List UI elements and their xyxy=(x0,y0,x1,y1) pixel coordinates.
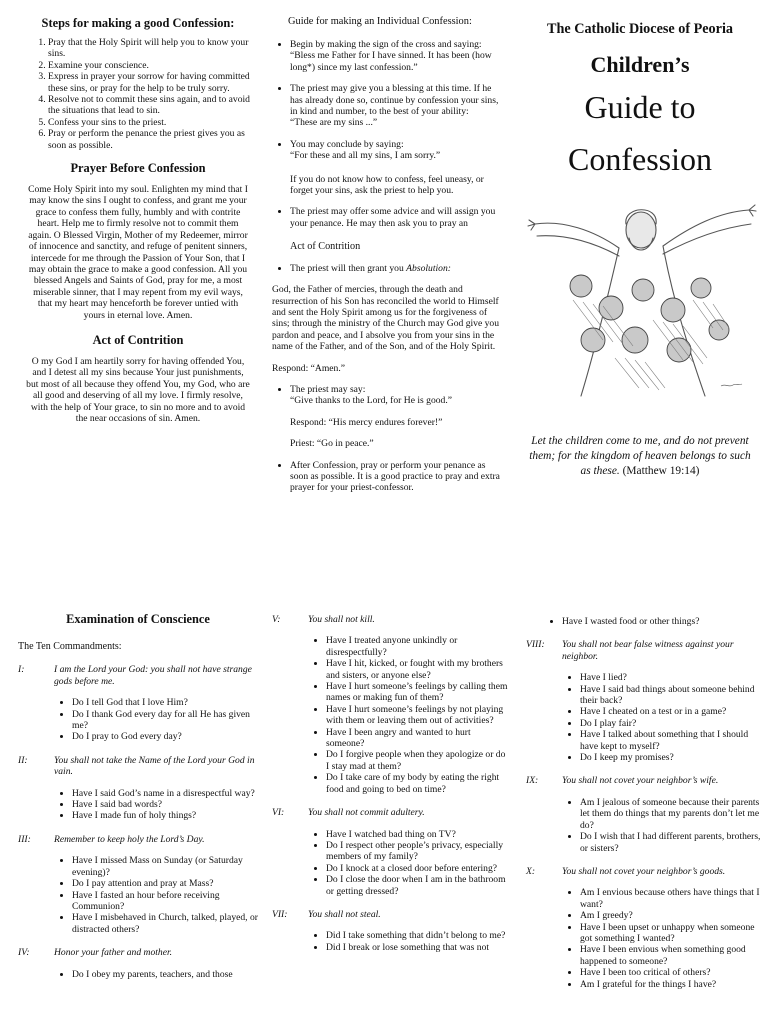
commandment-text: I am the Lord your God: you shall not have strange gods before me. xyxy=(54,664,252,687)
examination-column-3 xyxy=(526,612,764,990)
commandment-numeral: VIII: xyxy=(526,639,545,651)
question-item: • Do I obey my parents, teachers, and those xyxy=(72,969,258,980)
question-list xyxy=(526,797,764,854)
quote-reference: (Matthew 19:14) xyxy=(622,465,700,477)
steps-column xyxy=(24,16,252,436)
question-list xyxy=(18,788,258,822)
commandment-text: You shall not bear false witness against your neighbor. xyxy=(562,639,734,662)
question-list xyxy=(18,697,258,743)
question-item: • Have I fasted an hour before receiving Communion? xyxy=(72,890,258,913)
commandment-header xyxy=(18,664,258,687)
commandment-text: You shall not commit adultery. xyxy=(308,807,425,819)
diocese-name: The Catholic Diocese of Peoria xyxy=(547,21,733,37)
carry-over-question-list xyxy=(526,616,764,627)
question-item: • Do I keep my promises? xyxy=(580,752,764,763)
commandment-block xyxy=(18,947,258,980)
question-list xyxy=(526,887,764,990)
commandment-block xyxy=(272,909,508,953)
question-item: • Did I break or lose something that was not xyxy=(326,942,508,953)
cover-title-line-2: Guide to xyxy=(584,89,696,125)
question-item: • Have I been too critical of others? xyxy=(580,967,764,978)
quote-text: Let the children come to me, and do not prevent them; for the kingdom of heaven belongs to such as these. xyxy=(529,435,751,477)
commandment-header xyxy=(272,909,508,920)
step-item: 3. Express in prayer your sorrow for having committed these sins, or pray for the help to be truly sorry. xyxy=(48,71,252,94)
guide-help-note: If you do not know how to confess, feel uneasy, or forget your sins, ask the priest to help you. xyxy=(290,173,484,197)
respond-amen: Respond: “Amen.” xyxy=(272,362,346,374)
question-item: • Do I thank God every day for all He has given me? xyxy=(72,709,258,732)
question-item: • Did I take something that didn’t belong to me? xyxy=(326,930,508,941)
commandment-header xyxy=(272,614,508,625)
question-item: • Have I lied? xyxy=(580,672,764,683)
cover-title-line-3: Confession xyxy=(568,141,712,177)
cover-title-line-1: Children’s xyxy=(590,52,690,77)
question-item: • Have I talked about something that I should have kept to myself? xyxy=(580,729,764,752)
commandment-numeral: VII: xyxy=(272,908,288,920)
commandment-text: You shall not steal. xyxy=(308,908,381,920)
commandment-block xyxy=(18,755,258,822)
question-item: • Have I watched bad thing on TV? xyxy=(326,829,508,840)
commandment-block xyxy=(272,807,508,897)
absolution-lead: The priest will then grant you xyxy=(290,262,407,274)
question-item: • Have I hurt someone’s feelings by calling them names or making fun of them? xyxy=(326,681,508,704)
commandment-numeral: I: xyxy=(18,664,25,676)
question-item: • Do I pay attention and pray at Mass? xyxy=(72,878,258,889)
question-item: • Have I missed Mass on Sunday (or Saturday evening)? xyxy=(72,855,258,878)
question-item: • Have I wasted food or other things? xyxy=(562,616,764,627)
artist-signature-mark xyxy=(721,384,742,386)
question-item: • Do I forgive people when they apologize or do I stay mad at them? xyxy=(326,749,508,772)
cover-column xyxy=(520,18,760,479)
step-item: 1. Pray that the Holy Spirit will help you to know your sins. xyxy=(48,37,252,60)
guide-list-4 xyxy=(272,384,500,407)
commandment-header xyxy=(18,834,258,845)
question-list xyxy=(272,930,508,953)
question-item: • Do I knock at a closed door before entering? xyxy=(326,863,508,874)
guide-step-after-confession: • After Confession, pray or perform your penance as soon as possible. It is a good practice to pray and extra prayer for your priest-confessor. xyxy=(290,460,500,494)
guide-list-2 xyxy=(272,206,500,229)
question-item: • Have I been envious when something good happened to someone? xyxy=(580,944,764,967)
question-item: • Do I pray to God every day? xyxy=(72,731,258,742)
act-of-contrition-label: Act of Contrition xyxy=(290,241,361,253)
question-item: • Have I said bad words? xyxy=(72,799,258,810)
examination-column-2 xyxy=(272,612,508,953)
contrition-heading: Act of Contrition xyxy=(92,332,184,347)
commandment-numeral: X: xyxy=(526,865,536,877)
guide-step-absolution xyxy=(290,263,500,274)
commandment-header xyxy=(272,807,508,818)
commandment-block xyxy=(272,614,508,795)
absolution-prayer: God, the Father of mercies, through the death and resurrection of his Son has reconciled the world to Himself and sent the Holy Spirit among us for the forgiveness of sins; through the ministry of the Church may God give you pardon and peace, and I absolve you from your sins in the name of the Father, and of the Son, and of the Holy Spirit. xyxy=(272,284,500,353)
guide-list-5 xyxy=(272,460,500,494)
individual-confession-guide-column xyxy=(272,14,500,494)
commandment-text: Honor your father and mother. xyxy=(54,947,173,959)
guide-step-priest-says: • The priest may say: “Give thanks to the Lord, for He is good.” xyxy=(290,384,500,407)
guide-step-conclude: • You may conclude by saying: “For these and all my sins, I am sorry.” xyxy=(290,139,500,162)
step-item: 2. Examine your conscience. xyxy=(48,60,252,71)
contrition-text: O my God I am heartily sorry for having offended You, and I detest all my sins because Your just punishments, but most of all because they offend You, my God, who are all good and deserving of all my love. I firmly resolve, with the help of Your grace, to sin no more and to avoid the near occasions of sin. Amen. xyxy=(26,355,250,424)
commandment-text: You shall not kill. xyxy=(308,614,375,625)
question-item: • Am I jealous of someone because their parents let them do things that my parents don’t let me do? xyxy=(580,797,764,831)
steps-heading: Steps for making a good Confession: xyxy=(41,16,235,30)
commandment-block xyxy=(18,664,258,742)
step-item: 4. Resolve not to commit these sins again, and to avoid the situations that lead to sin. xyxy=(48,94,252,117)
commandment-header xyxy=(18,755,258,778)
commandment-text: Remember to keep holy the Lord’s Day. xyxy=(54,833,205,845)
commandment-text: You shall not covet your neighbor’s wife. xyxy=(562,775,719,787)
commandment-header xyxy=(18,947,258,958)
steps-list xyxy=(24,37,252,151)
question-list xyxy=(526,672,764,763)
commandment-block xyxy=(526,775,764,853)
question-item: • Do I tell God that I love Him? xyxy=(72,697,258,708)
jesus-with-children-illustration xyxy=(523,190,757,400)
step-item: 5. Confess your sins to the priest. xyxy=(48,117,252,128)
question-item: • Have I said bad things about someone behind their back? xyxy=(580,684,764,707)
commandment-block xyxy=(526,866,764,990)
question-item: • Have I hurt someone’s feelings by not playing with them or leaving them out of activities? xyxy=(326,704,508,727)
commandment-text: You shall not take the Name of the Lord your God in vain. xyxy=(54,754,255,778)
commandment-header xyxy=(526,775,764,786)
question-item: • Do I wish that I had different parents, brothers, or sisters? xyxy=(580,831,764,854)
ten-commandments-label: The Ten Commandments: xyxy=(18,641,122,652)
examination-column-1 xyxy=(18,612,258,980)
step-item: 6. Pray or perform the penance the priest gives you as soon as possible. xyxy=(48,128,252,151)
absolution-word: Absolution: xyxy=(406,262,451,274)
commandment-numeral: VI: xyxy=(272,807,285,819)
question-item: • Have I been upset or unhappy when someone got something I wanted? xyxy=(580,922,764,945)
prayer-heading: Prayer Before Confession xyxy=(70,161,206,176)
commandment-numeral: V: xyxy=(272,614,281,625)
commandment-header xyxy=(526,639,764,662)
question-item: • Have I cheated on a test or in a game? xyxy=(580,706,764,717)
commandment-block xyxy=(18,834,258,935)
question-item: • Do I take care of my body by eating the right food and going to bed on time? xyxy=(326,772,508,795)
examination-heading: Examination of Conscience xyxy=(66,612,210,626)
guide-list-3 xyxy=(272,263,500,274)
question-item: • Have I treated anyone unkindly or disrespectfully? xyxy=(326,635,508,658)
respond-mercy: Respond: “His mercy endures forever!” xyxy=(290,416,443,428)
question-item: • Have I misbehaved in Church, talked, played, or distracted others? xyxy=(72,912,258,935)
commandment-numeral: III: xyxy=(18,833,31,845)
guide-heading: Guide for making an Individual Confession: xyxy=(288,16,472,27)
guide-step-penance: • The priest may offer some advice and will assign you your penance. He may then ask you to pray an xyxy=(290,206,500,229)
question-list xyxy=(18,969,258,980)
question-item: • Have I been angry and wanted to hurt someone? xyxy=(326,727,508,750)
question-item: • Am I greedy? xyxy=(580,910,764,921)
prayer-text: Come Holy Spirit into my soul. Enlighten my mind that I may know the sins I ought to confess, and grant me your grace to confess them fully, humbly and with contrite heart. Help me to firmly resolve not to commit them again. O Blessed Virgin, Mother of my Redeemer, mirror of innocence and sanctity, and refuge of penitent sinners, intercede for me through the Passion of Your Son, that I may obtain the grace to make a good confession. All you blessed Angels and Saints of God, pray for me, a most miserable sinner, that I may repent from my evil ways, that my heart may henceforth be forever untied with yours in eternal love. Amen. xyxy=(28,184,248,321)
guide-step-confess-sins: • The priest may give you a blessing at this time. If he has already done so, continue by confession your sins, in kind and number, to the best of your ability: “These are my sins ...” xyxy=(290,83,500,129)
commandment-text: You shall not covet your neighbor’s goods. xyxy=(562,865,726,877)
commandment-numeral: II: xyxy=(18,754,28,766)
guide-list-1 xyxy=(272,39,500,162)
guide-step-sign-of-cross: • Begin by making the sign of the cross and saying: “Bless me Father for I have sinned. It has been (how long*) since my last confession.” xyxy=(290,39,500,73)
commandment-header xyxy=(526,866,764,877)
question-item: • Have I hit, kicked, or fought with my brothers and sisters, or anyone else? xyxy=(326,658,508,681)
commandment-numeral: IX: xyxy=(526,775,539,787)
question-item: • Am I envious because others have things that I want? xyxy=(580,887,764,910)
scripture-quote xyxy=(524,434,756,479)
commandment-numeral: IV: xyxy=(18,947,30,959)
question-item: • Do I close the door when I am in the bathroom or getting dressed? xyxy=(326,874,508,897)
question-item: • Have I said God’s name in a disrespectful way? xyxy=(72,788,258,799)
question-list xyxy=(18,855,258,935)
priest-go-in-peace: Priest: “Go in peace.” xyxy=(290,438,374,450)
question-list xyxy=(272,635,508,795)
question-item: • Do I respect other people’s privacy, especially members of my family? xyxy=(326,840,508,863)
commandment-block xyxy=(526,639,764,763)
question-item: • Am I grateful for the things I have? xyxy=(580,979,764,990)
question-item: • Do I play fair? xyxy=(580,718,764,729)
question-item: • Have I made fun of holy things? xyxy=(72,810,258,821)
question-list xyxy=(272,829,508,897)
